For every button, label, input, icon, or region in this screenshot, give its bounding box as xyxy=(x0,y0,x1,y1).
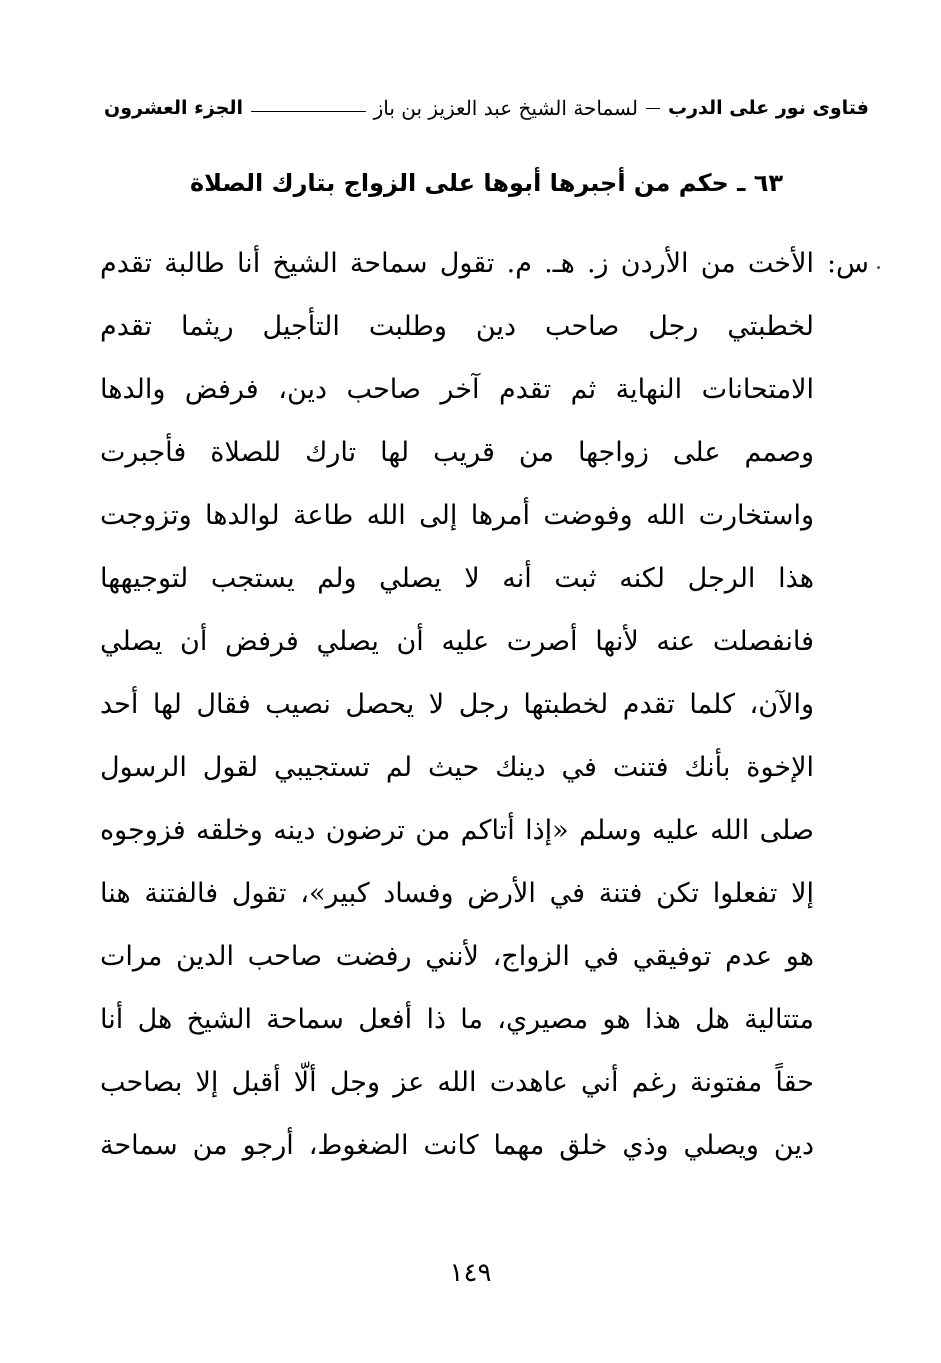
section-title: ٦٣ ـ حكم من أجبرها أبوها على الزواج بتارك الصلاة xyxy=(189,169,784,197)
text-line: والآن، كلما تقدم لخطبتها رجل لا يحصل نصيب فقال لها أحد xyxy=(100,689,814,720)
text-line: متتالية هل هذا هو مصيري، ما ذا أفعل سماحة الشيخ هل أنا xyxy=(100,1004,814,1035)
text-line: وصمم على زواجها من قريب لها تارك للصلاة فأجبرت xyxy=(100,437,814,468)
running-header xyxy=(104,92,869,124)
text-line: الأخت من الأردن ز. هـ. م. تقول سماحة الشيخ أنا طالبة تقدم xyxy=(100,248,814,279)
header-rule xyxy=(251,111,366,112)
text-line: الامتحانات النهاية ثم تقدم آخر صاحب دين، فرفض والدها xyxy=(100,374,814,405)
page-number: ١٤٩ xyxy=(449,1258,492,1288)
question-text xyxy=(100,232,869,1177)
text-line: هذا الرجل لكنه ثبت أنه لا يصلي ولم يستجب لتوجيهها xyxy=(100,563,814,594)
author-name: لسماحة الشيخ عبد العزيز بن باز xyxy=(373,96,638,120)
volume-label: الجزء العشرون xyxy=(104,97,244,119)
margin-dot xyxy=(877,266,880,269)
text-line: الإخوة بأنك فتنت في دينك حيث لم تستجيبي لقول الرسول xyxy=(100,752,814,783)
text-line: دين ويصلي وذي خلق مهما كانت الضغوط، أرجو من سماحة xyxy=(100,1130,814,1161)
text-line: واستخارت الله وفوضت أمرها إلى الله طاعة لوالدها وتزوجت xyxy=(100,500,814,531)
header-dash xyxy=(646,108,660,109)
text-line: هو عدم توفيقي في الزواج، لأنني رفضت صاحب الدين مرات xyxy=(100,941,814,972)
text-line: صلى الله عليه وسلم «إذا أتاكم من ترضون دينه وخلقه فزوجوه xyxy=(100,815,814,846)
text-line: حقاً مفتونة رغم أني عاهدت الله عز وجل ألّا أقبل إلا بصاحب xyxy=(100,1067,814,1098)
text-line: إلا تفعلوا تكن فتنة في الأرض وفساد كبير»، تقول فالفتنة هنا xyxy=(100,878,814,909)
text-line: فانفصلت عنه لأنها أصرت عليه أن يصلي فرفض أن يصلي xyxy=(100,626,814,657)
question-label: س: xyxy=(826,248,869,279)
text-line: لخطبتي رجل صاحب دين وطلبت التأجيل ريثما تقدم xyxy=(100,311,814,342)
book-title: فتاوى نور على الدرب xyxy=(668,97,869,119)
